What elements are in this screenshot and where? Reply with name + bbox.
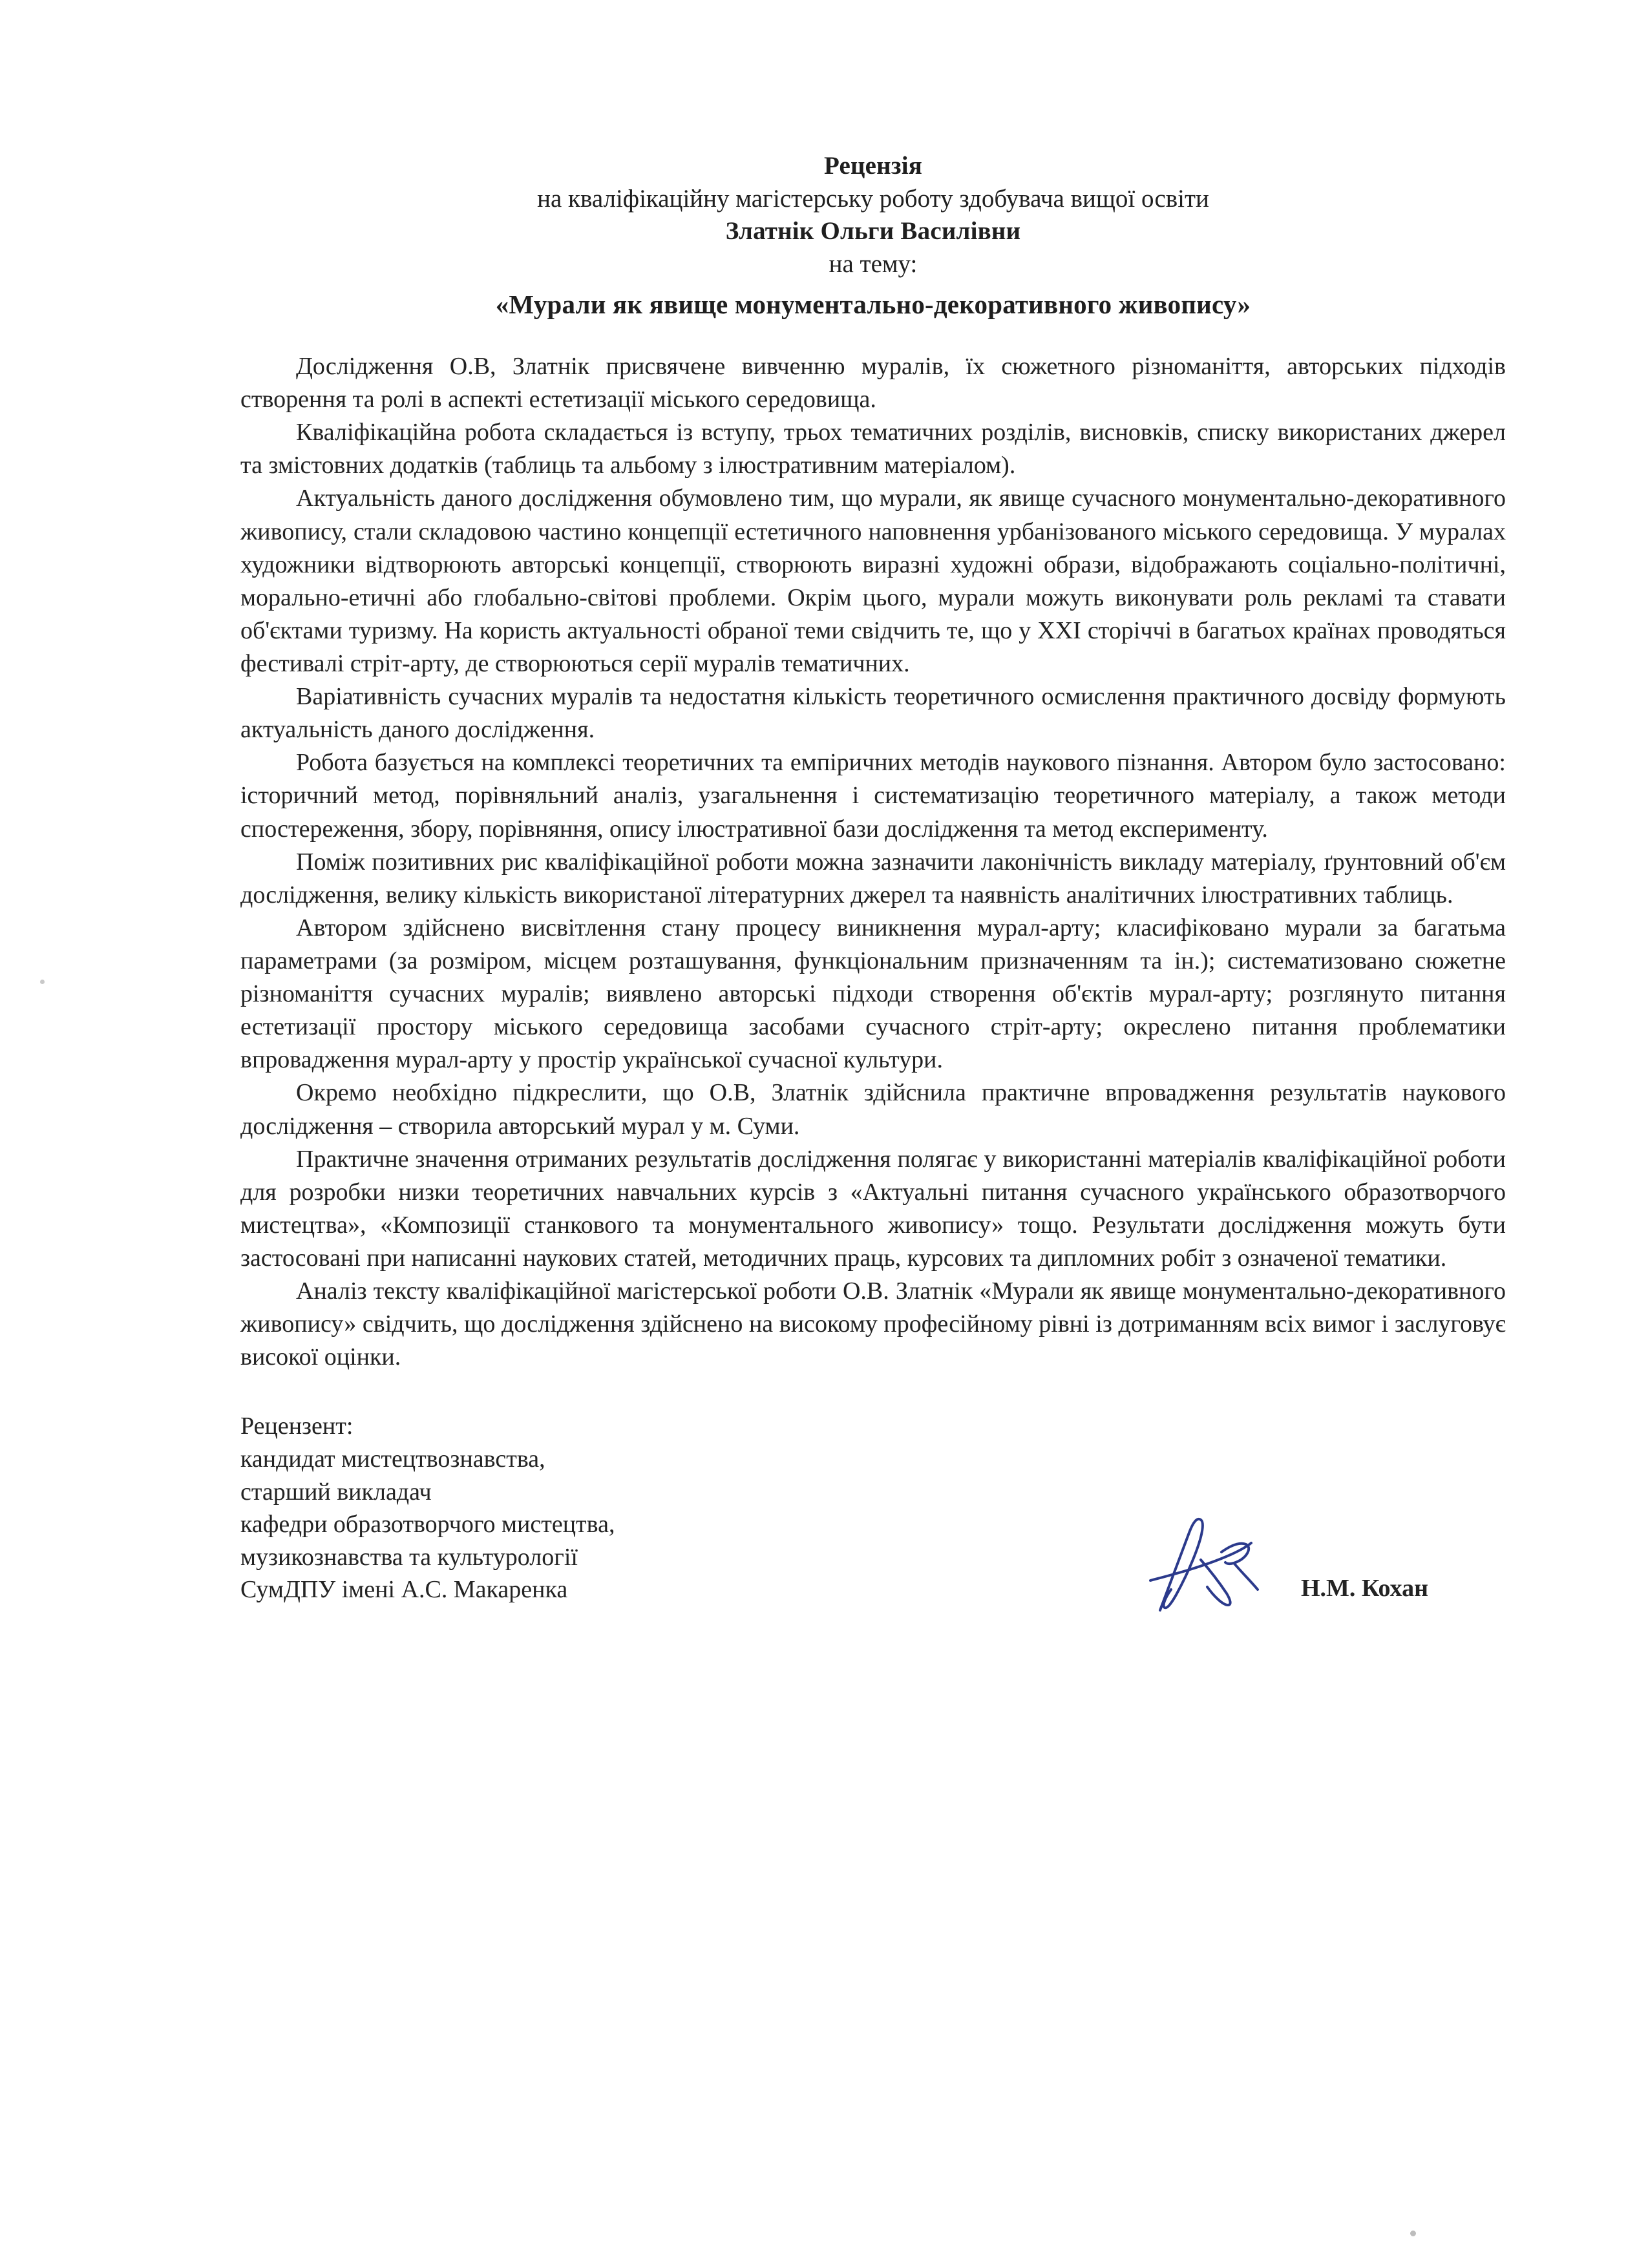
paragraph: Практичне значення отриманих результатів дослідження полягає у використанні матеріалів кваліфікаційної роботи для розробки низки теоретичних навчальних курсів з «Актуальні питання сучасного українського образотворчого мистецтва», «Композиції станкового та монументального живопису» тощо. Результати дослідження можуть бути застосовані при написанні наукових статей, методичних праць, курсових та дипломних робіт з означеної тематики. (240, 1145, 1506, 1272)
reviewer-name: Н.М. Кохан (1300, 1575, 1428, 1602)
reviewer-department-2: музикознавства та культурології (240, 1543, 578, 1571)
heading-line-1: Рецензія (823, 152, 923, 180)
reviewer-institution: СумДПУ імені А.С. Макаренка (240, 1576, 568, 1604)
document-title: «Мурали як явище монументально-декоративного живопису» (495, 289, 1251, 319)
paragraph: Аналіз тексту кваліфікаційної магістерської роботи О.В. Златнік «Мурали як явище монументально-декоративного живопису» свідчить, що дослідження здійснено на високому професійному рівні із дотриманням всіх вимог і заслуговує високої оцінки. (240, 1277, 1506, 1371)
paragraph: Актуальність даного дослідження обумовлено тим, що мурали, як явище сучасного монументально-декоративного живопису, стали складовою частино концепції естетичного наповнення урбанізованого міського середовища. У муралах художники відтворюють авторські концепції, створюють виразні художні образи, відображають соціально-політичні, морально-етичні або глобально-світові проблеми. Окрім цього, мурали можуть виконувати роль рекламі та ставати об'єктами туризму. На користь актуальності обраної теми свідчить те, що у XXI сторіччі в багатьох країнах проводяться фестивалі стріт-арту, де створюються серії муралів тематичних. (240, 485, 1506, 678)
paragraph: Автором здійснено висвітлення стану процесу виникнення мурал-арту; класифіковано мурали за багатьма параметрами (за розміром, місцем розташування, функціональним призначенням та ін.); систематизовано сюжетне різноманіття сучасних муралів; виявлено авторські підходи створення об'єктів мурал-арту; розглянуто питання естетизації простору міського середовища засобами сучасного стріт-арту; окреслено питання проблематики впровадження мурал-арту у простір української сучасної культури. (240, 914, 1506, 1074)
paragraph: Окремо необхідно підкреслити, що О.В, Златнік здійснила практичне впровадження результатів наукового дослідження – створила авторський мурал у м. Суми. (240, 1079, 1506, 1140)
reviewer-department: кафедри образотворчого мистецтва, (240, 1511, 615, 1538)
paragraph: Варіативність сучасних муралів та недостатня кількість теоретичного осмислення практичного досвіду формують актуальність даного дослідження. (240, 683, 1506, 744)
paragraph: Поміж позитивних рис кваліфікаційної роботи можна зазначити лаконічність викладу матеріалу, ґрунтовний об'єм дослідження, велику кількість використаної літературних джерел та наявність аналітичних ілюстративних таблиць. (240, 848, 1506, 908)
heading-line-3: Златнік Ольги Василівни (725, 217, 1021, 246)
signature-block (240, 1410, 1506, 1606)
reviewer-label: Рецензент: (240, 1412, 354, 1440)
reviewer-position: старший викладач (240, 1478, 432, 1506)
document-content (240, 150, 1506, 1606)
heading-line-2: на кваліфікаційну магістерську роботу здобувача вищої освіти (537, 184, 1209, 213)
scan-artifact-bottom (1410, 2231, 1416, 2236)
reviewer-degree: кандидат мистецтвознавства, (240, 1445, 545, 1473)
document-heading (240, 150, 1506, 322)
paragraph: Робота базується на комплексі теоретичних та емпіричних методів наукового пізнання. Автором було застосовано: історичний метод, порівняльний аналіз, узагальнення і систематизацію теоретичного матеріалу, а також методи спостереження, збору, порівняння, опису ілюстративної бази дослідження та метод експерименту. (240, 749, 1506, 843)
scan-artifact-left (40, 980, 45, 984)
paragraph: Дослідження О.В, Златнік присвячене вивченню муралів, їх сюжетного різноманіття, авторських підходів створення та ролі в аспекті естетизації міського середовища. (240, 353, 1506, 414)
document-body (240, 350, 1506, 1374)
heading-line-4: на тему: (829, 250, 918, 278)
paragraph: Кваліфікаційна робота складається із вступу, трьох тематичних розділів, висновків, списку використаних джерел та змістовних додатків (таблиць та альбому з ілюстративним матеріалом). (240, 419, 1506, 479)
